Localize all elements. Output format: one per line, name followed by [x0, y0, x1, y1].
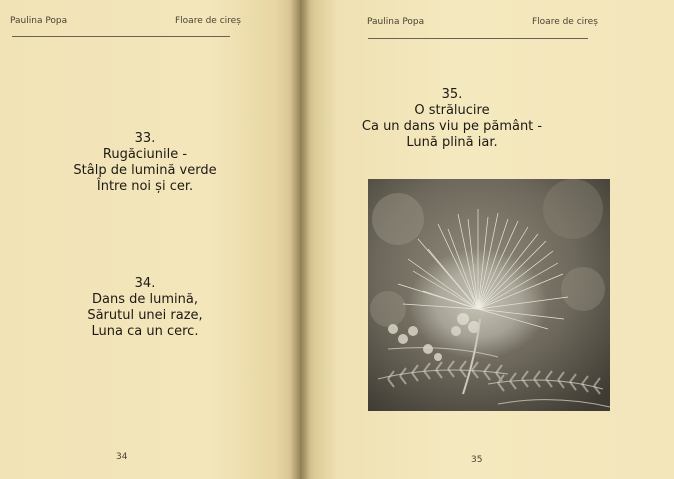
left-page: [0, 0, 300, 479]
right-header-author: Paulina Popa: [367, 17, 425, 27]
poem-33-line-2: Stâlp de lumină verde: [73, 163, 217, 178]
poem-34-number: 34.: [134, 276, 156, 291]
right-page-number: 35: [471, 455, 483, 465]
left-header-author: Paulina Popa: [10, 16, 68, 26]
poem-35-line-2: Ca un dans viu pe pământ -: [361, 119, 543, 134]
poem-33-line-3: Între noi și cer.: [96, 179, 194, 194]
mimosa-flower-photo: [368, 179, 610, 411]
poem-35-number: 35.: [441, 87, 463, 102]
left-header-title: Floare de cireș: [175, 16, 241, 26]
poem-34-line-2: Sărutul unei raze,: [87, 308, 203, 323]
poem-35: [352, 87, 552, 151]
poem-34: [45, 276, 245, 340]
poem-33-line-1: Rugăciunile -: [102, 147, 188, 162]
poem-34-line-3: Luna ca un cerc.: [91, 324, 199, 339]
poem-34-line-1: Dans de lumină,: [92, 292, 198, 307]
poem-33: [45, 131, 245, 195]
poem-35-line-1: O strălucire: [414, 103, 490, 118]
poem-33-number: 33.: [134, 131, 156, 146]
right-header-rule: [368, 38, 588, 39]
flower-illustration: [368, 179, 610, 411]
right-header-title: Floare de cireș: [532, 17, 598, 27]
poem-35-line-3: Lună plină iar.: [406, 135, 498, 150]
left-page-number: 34: [116, 452, 128, 462]
left-header-rule: [12, 36, 230, 37]
